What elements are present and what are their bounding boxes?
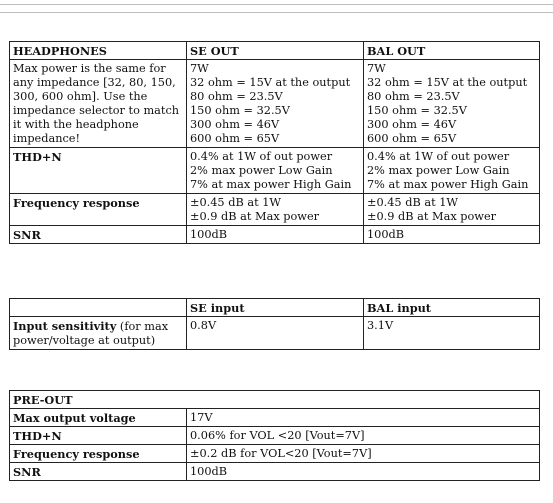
se-thdn-low-gain: 2% max power Low Gain	[190, 164, 333, 177]
preout-thdn-value: 0.06% for VOL <20 [Vout=7V]	[187, 427, 540, 445]
se-frequency-cell	[187, 194, 364, 226]
input-sensitivity-label-note: (for max power/voltage at output)	[13, 320, 169, 347]
bal-freq-max: ±0.9 dB at Max power	[367, 210, 497, 223]
se-freq-max: ±0.9 dB at Max power	[190, 210, 320, 223]
bal-max-power-cell	[364, 60, 540, 148]
table-row-preout-frequency	[10, 445, 540, 463]
max-power-note-text: Max power is the same for any impedance [32, 80, 150, 300, 600 ohm]. Use the impedance selector to match it with the headphone impedance!	[13, 62, 180, 145]
header-empty	[10, 299, 187, 317]
bal-input-value: 3.1V	[364, 317, 540, 350]
frequency-response-label: Frequency response	[10, 194, 187, 226]
input-sensitivity-label-bold: Input sensitivity	[13, 319, 117, 333]
headphones-spec-table	[9, 41, 540, 244]
bal-snr-value: 100dB	[364, 226, 540, 244]
bal-thdn-high-gain: 7% at max power High Gain	[367, 178, 529, 191]
table-row-max-power	[10, 60, 540, 148]
table-row-preout-snr	[10, 463, 540, 481]
table-header-row	[10, 42, 540, 60]
bal-80ohm: 80 ohm = 23.5V	[367, 90, 460, 103]
se-thdn-high-gain: 7% at max power High Gain	[190, 178, 352, 191]
table-row-input-sensitivity	[10, 317, 540, 350]
se-300ohm: 300 ohm = 46V	[190, 118, 280, 131]
se-snr-value: 100dB	[187, 226, 364, 244]
bal-150ohm: 150 ohm = 32.5V	[367, 104, 467, 117]
se-freq-1w: ±0.45 dB at 1W	[190, 196, 281, 209]
input-sensitivity-table	[9, 298, 540, 350]
header-se-input: SE input	[187, 299, 364, 317]
bal-300ohm: 300 ohm = 46V	[367, 118, 457, 131]
thdn-label: THD+N	[10, 148, 187, 194]
header-headphones: HEADPHONES	[10, 42, 187, 60]
se-input-value: 0.8V	[187, 317, 364, 350]
input-sensitivity-label	[10, 317, 187, 350]
preout-frequency-label: Frequency response	[10, 445, 187, 463]
table-header-row	[10, 391, 540, 409]
preout-snr-value: 100dB	[187, 463, 540, 481]
se-80ohm: 80 ohm = 23.5V	[190, 90, 283, 103]
bal-frequency-cell	[364, 194, 540, 226]
bal-600ohm: 600 ohm = 65V	[367, 132, 457, 145]
max-power-note	[10, 60, 187, 148]
top-rule	[0, 4, 553, 5]
se-max-power-cell	[187, 60, 364, 148]
bal-thdn-cell	[364, 148, 540, 194]
top-rule-2	[0, 12, 553, 13]
bal-thdn-low-gain: 2% max power Low Gain	[367, 164, 510, 177]
preout-snr-label: SNR	[10, 463, 187, 481]
se-thdn-cell	[187, 148, 364, 194]
table-header-row	[10, 299, 540, 317]
header-pre-out: PRE-OUT	[10, 391, 540, 409]
bal-power-value: 7W	[367, 62, 386, 75]
preout-thdn-label: THD+N	[10, 427, 187, 445]
preout-frequency-value: ±0.2 dB for VOL<20 [Vout=7V]	[187, 445, 540, 463]
header-bal-input: BAL input	[364, 299, 540, 317]
header-bal-out: BAL OUT	[364, 42, 540, 60]
snr-label: SNR	[10, 226, 187, 244]
table-row-frequency-response	[10, 194, 540, 226]
table-row-preout-thdn	[10, 427, 540, 445]
max-output-voltage-value: 17V	[187, 409, 540, 427]
bal-32ohm: 32 ohm = 15V at the output	[367, 76, 528, 89]
bal-freq-1w: ±0.45 dB at 1W	[367, 196, 458, 209]
bal-thdn-1w: 0.4% at 1W of out power	[367, 150, 510, 163]
header-se-out: SE OUT	[187, 42, 364, 60]
se-thdn-1w: 0.4% at 1W of out power	[190, 150, 333, 163]
se-32ohm: 32 ohm = 15V at the output	[190, 76, 351, 89]
se-power-value: 7W	[190, 62, 209, 75]
max-output-voltage-label: Max output voltage	[10, 409, 187, 427]
se-600ohm: 600 ohm = 65V	[190, 132, 280, 145]
pre-out-table	[9, 390, 540, 481]
table-row-thdn	[10, 148, 540, 194]
table-row-snr	[10, 226, 540, 244]
se-150ohm: 150 ohm = 32.5V	[190, 104, 290, 117]
table-row-max-output-voltage	[10, 409, 540, 427]
